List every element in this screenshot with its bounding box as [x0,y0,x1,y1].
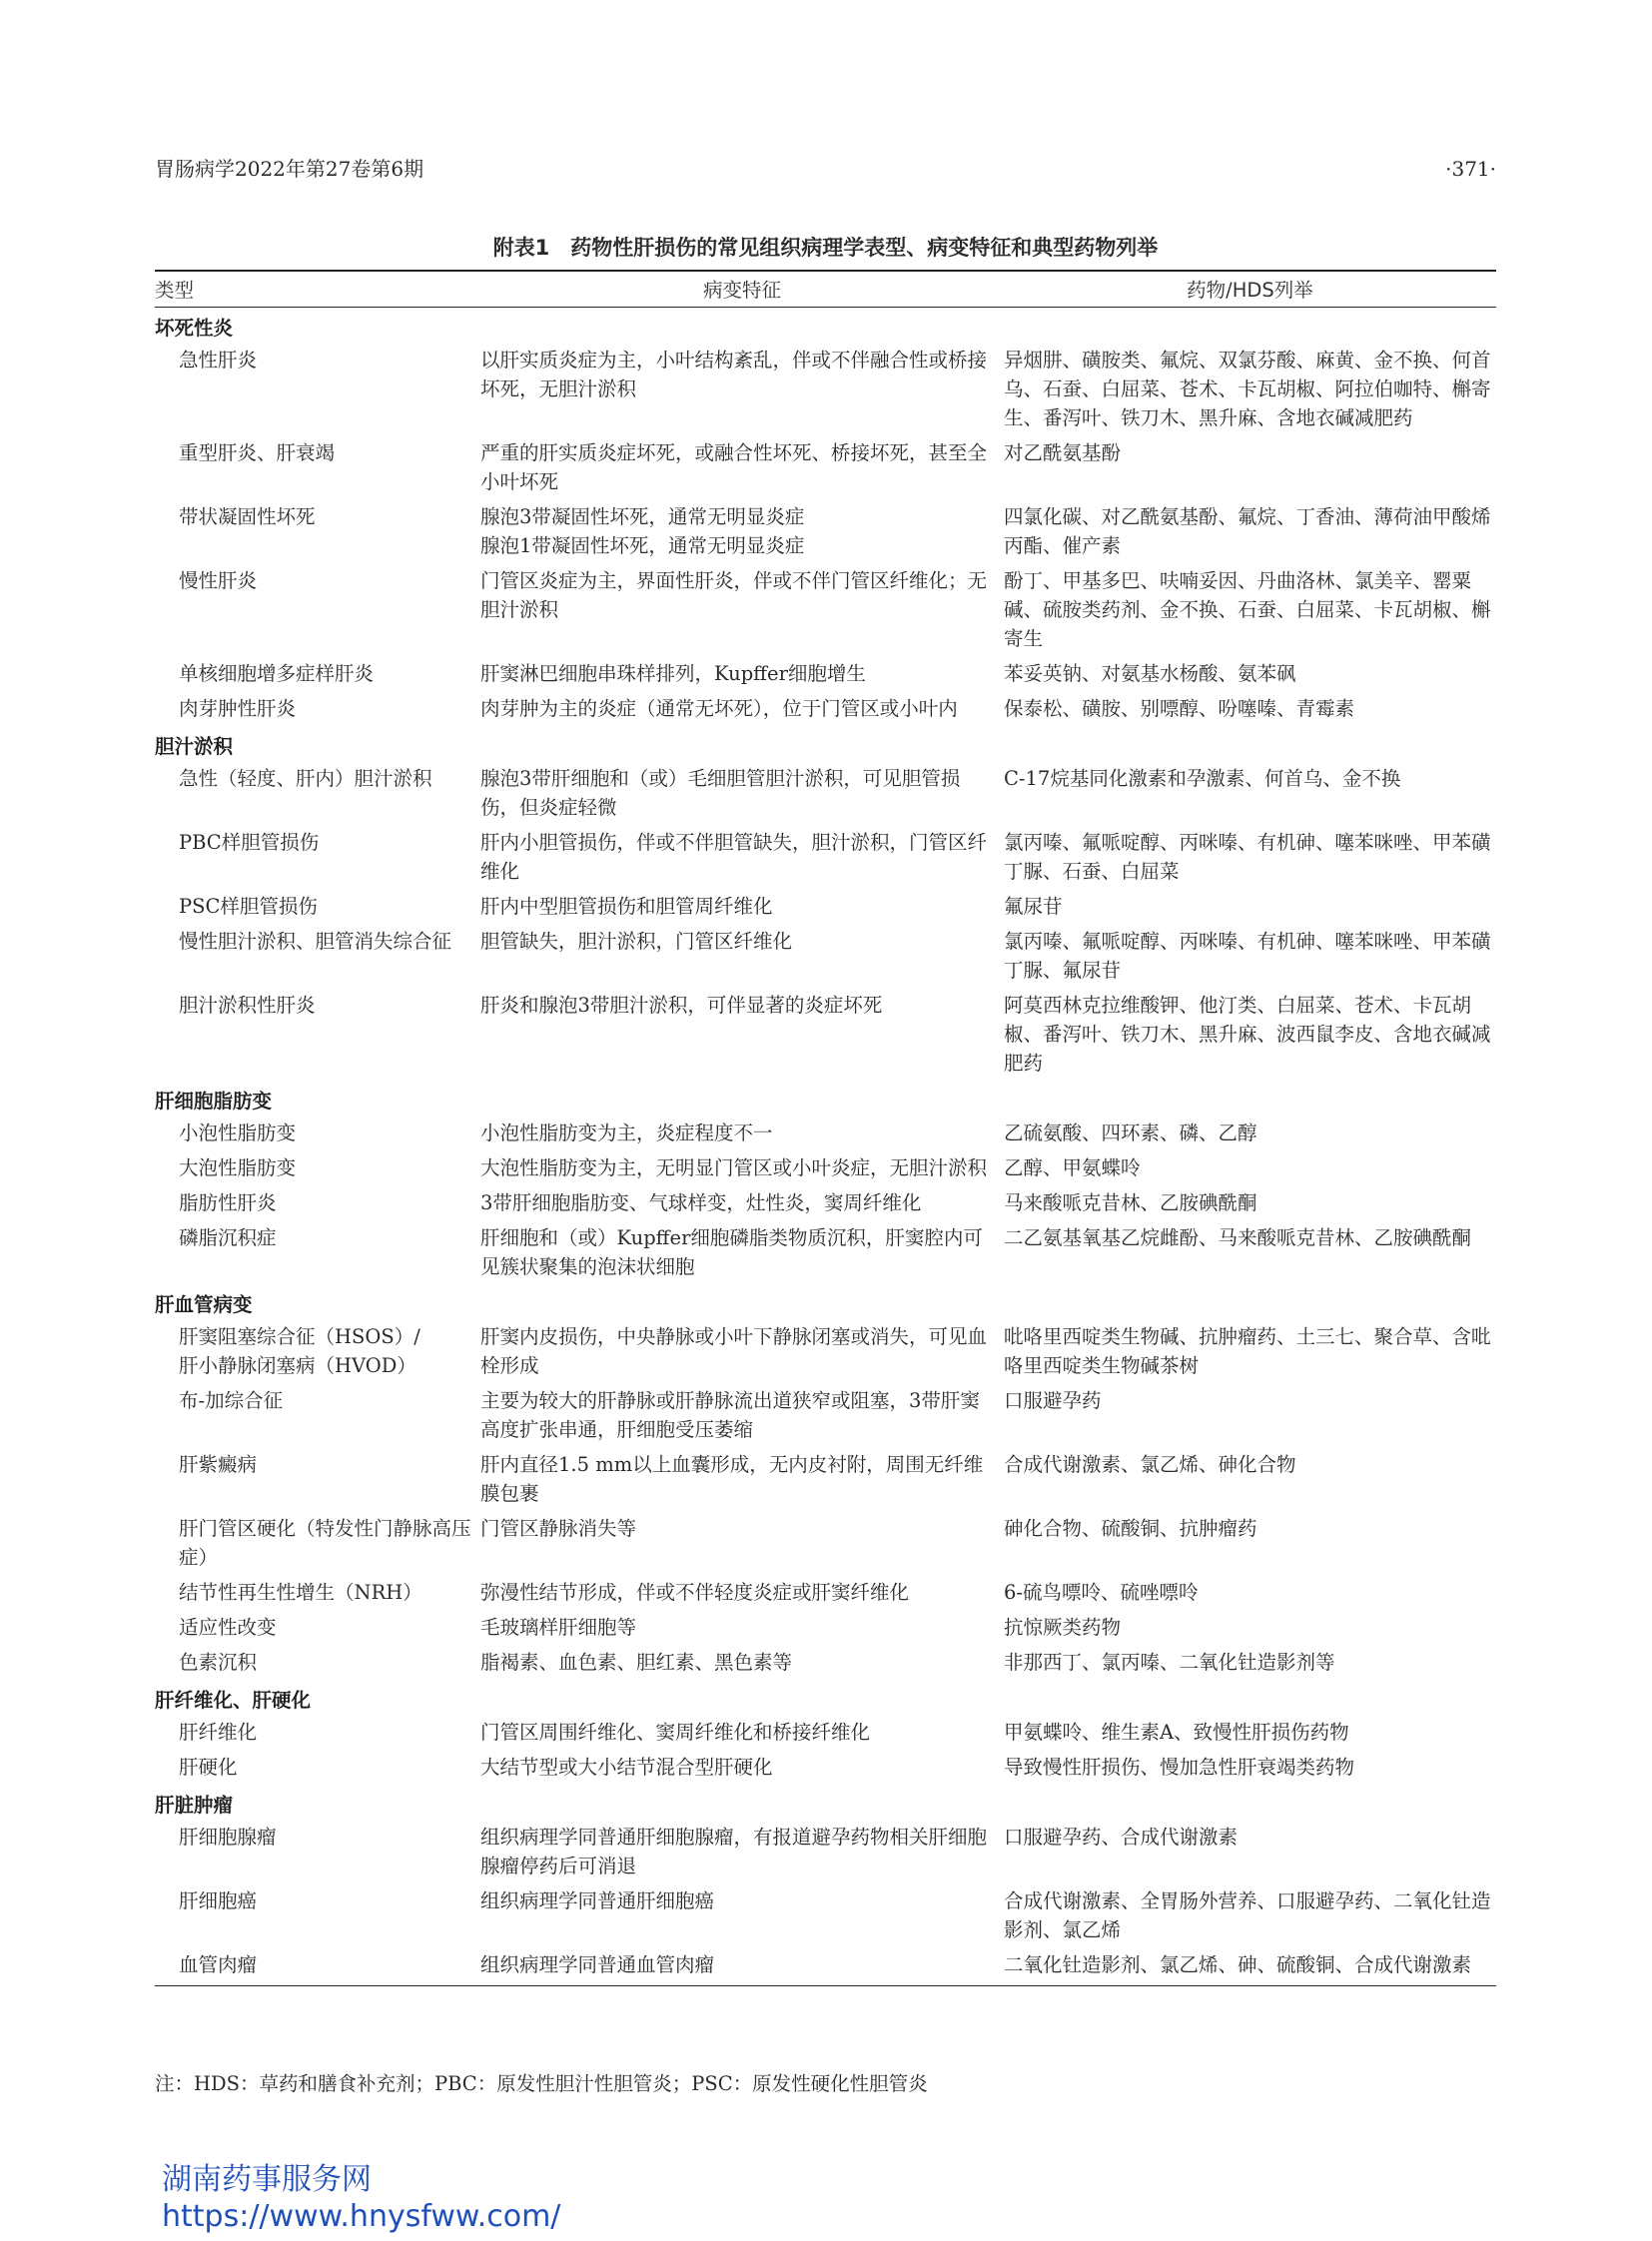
category-label: 肝血管病变 [155,1293,253,1316]
category-label: 肝脏肿瘤 [155,1794,234,1817]
table-row [155,499,1496,563]
drugs-cell: 吡咯里西啶类生物碱、抗肿瘤药、土三七、聚合草、含吡咯里西啶类生物碱茶树 [1004,1325,1491,1377]
feature-cell: 小泡性脂肪变为主，炎症程度不一 [480,1121,773,1144]
type-cell: 肝窦阻塞综合征（HSOS）/ 肝小静脉闭塞病（HVOD） [179,1325,420,1377]
type-cell: 肝门管区硬化（特发性门静脉高压症） [179,1517,471,1569]
table-row [155,1150,1496,1185]
drugs-cell: 砷化合物、硫酸铜、抗肿瘤药 [1004,1517,1257,1540]
feature-cell: 腺泡3带肝细胞和（或）毛细胆管胆汁淤积，可见胆管损伤，但炎症轻微 [480,767,961,819]
type-cell: PSC样胆管损伤 [179,895,318,918]
watermark-url[interactable]: https://www.hnysfww.com/ [162,2199,561,2234]
table-row [155,1820,1496,1883]
feature-cell: 大结节型或大小结节混合型肝硬化 [480,1756,773,1779]
drugs-cell: 合成代谢激素、氯乙烯、砷化合物 [1004,1453,1296,1476]
type-cell: 结节性再生性增生（NRH） [179,1581,422,1604]
category-label: 肝纤维化、肝硬化 [155,1689,312,1712]
category-row [155,1081,1496,1116]
category-label: 肝细胞脂肪变 [155,1090,273,1113]
feature-cell: 肝窦淋巴细胞串珠样排列，Kupffer细胞增生 [480,662,866,685]
table-row [155,435,1496,499]
type-cell: 肝硬化 [179,1756,238,1779]
drugs-cell: 口服避孕药、合成代谢激素 [1004,1826,1239,1849]
table-row [155,1715,1496,1750]
table-row [155,1511,1496,1575]
feature-cell: 以肝实质炎症为主，小叶结构紊乱，伴或不伴融合性或桥接坏死，无胆汁淤积 [480,349,988,400]
table-row [155,691,1496,726]
column-header-feature: 病变特征 [480,271,1004,308]
feature-cell: 3带肝细胞脂肪变、气球样变，灶性炎，窦周纤维化 [480,1191,922,1214]
feature-cell: 肝内小胆管损伤，伴或不伴胆管缺失，胆汁淤积，门管区纤维化 [480,831,988,883]
drugs-cell: 乙醇、甲氨蝶呤 [1004,1156,1141,1179]
drugs-cell: 氟尿苷 [1004,895,1063,918]
type-cell: 慢性肝炎 [179,569,258,592]
feature-cell: 组织病理学同普通肝细胞腺瘤，有报道避孕药物相关肝细胞腺瘤停药后可消退 [480,1826,988,1877]
type-cell: 脂肪性肝炎 [179,1191,277,1214]
drugs-cell: 二氧化钍造影剂、氯乙烯、砷、硫酸铜、合成代谢激素 [1004,1947,1496,1986]
table-row [155,1947,1496,1986]
type-cell: 肝细胞癌 [179,1889,258,1912]
table-row [155,656,1496,691]
type-cell: 大泡性脂肪变 [179,1156,297,1179]
category-row [155,726,1496,761]
feature-cell: 门管区炎症为主，界面性肝炎，伴或不伴门管区纤维化；无胆汁淤积 [480,569,988,621]
type-cell: 肝细胞腺瘤 [179,1826,277,1849]
page-number: ·371· [1445,157,1496,181]
type-cell: 胆汁淤积性肝炎 [179,994,316,1017]
drugs-cell: 阿莫西林克拉维酸钾、他汀类、白屈菜、苍术、卡瓦胡椒、番泻叶、铁刀木、黑升麻、波西鼠李皮、含地衣碱减肥药 [1004,994,1491,1075]
journal-info: 胃肠病学2022年第27卷第6期 [155,157,424,181]
drugs-cell: 酚丁、甲基多巴、呋喃妥因、丹曲洛林、氯美辛、罂粟碱、硫胺类药剂、金不换、石蚕、白屈菜、卡瓦胡椒、槲寄生 [1004,569,1491,650]
feature-cell: 门管区静脉消失等 [480,1517,637,1540]
feature-cell: 主要为较大的肝静脉或肝静脉流出道狭窄或阻塞，3带肝窦高度扩张串通，肝细胞受压萎缩 [480,1389,980,1441]
feature-cell: 门管区周围纤维化、窦周纤维化和桥接纤维化 [480,1721,871,1744]
table-row [155,924,1496,988]
category-row [155,1284,1496,1319]
type-cell: 肝紫癜病 [179,1453,258,1476]
type-cell: 带状凝固性坏死 [179,505,316,528]
table-row [155,1319,1496,1383]
feature-cell: 弥漫性结节形成，伴或不伴轻度炎症或肝窦纤维化 [480,1581,910,1604]
feature-cell: 肝窦内皮损伤，中央静脉或小叶下静脉闭塞或消失，可见血栓形成 [480,1325,988,1377]
table-row [155,563,1496,656]
feature-cell: 组织病理学同普通肝细胞癌 [480,1889,715,1912]
drugs-cell: 异烟肼、磺胺类、氟烷、双氯芬酸、麻黄、金不换、何首乌、石蚕、白屈菜、苍术、卡瓦胡椒、阿拉伯咖特、槲寄生、番泻叶、铁刀木、黑升麻、含地衣碱减肥药 [1004,349,1491,429]
feature-cell: 严重的肝实质炎症坏死，或融合性坏死、桥接坏死，甚至全小叶坏死 [480,441,988,493]
drugs-cell: 氯丙嗪、氟哌啶醇、丙咪嗪、有机砷、噻苯咪唑、甲苯磺丁脲、石蚕、白屈菜 [1004,831,1491,883]
drugs-cell: C-17烷基同化激素和孕激素、何首乌、金不换 [1004,767,1401,790]
table-row [155,1116,1496,1150]
table-row [155,889,1496,924]
drugs-cell: 苯妥英钠、对氨基水杨酸、氨苯砜 [1004,662,1296,685]
table-row [155,1575,1496,1610]
type-cell: 重型肝炎、肝衰竭 [179,441,336,464]
category-row [155,1680,1496,1715]
feature-cell: 脂褐素、血色素、胆红素、黑色素等 [480,1651,793,1674]
category-row [155,308,1496,344]
page-header [155,152,1496,186]
drugs-cell: 甲氨蝶呤、维生素A、致慢性肝损伤药物 [1004,1721,1349,1744]
feature-cell: 肝内直径1.5 mm以上血囊形成，无内皮衬附，周围无纤维膜包裹 [480,1453,984,1505]
drugs-cell: 合成代谢激素、全胃肠外营养、口服避孕药、二氧化钍造影剂、氯乙烯 [1004,1889,1491,1941]
category-label: 胆汁淤积 [155,735,234,758]
type-cell: 小泡性脂肪变 [179,1121,297,1144]
category-row [155,1785,1496,1820]
drugs-cell: 乙硫氨酸、四环素、磷、乙醇 [1004,1121,1257,1144]
column-header-type: 类型 [155,271,480,308]
table-row [155,1645,1496,1680]
table-row [155,761,1496,825]
table-row [155,1220,1496,1284]
table-row [155,1185,1496,1220]
watermark-site-name: 湖南药事服务网 [162,2162,372,2197]
feature-cell: 毛玻璃样肝细胞等 [480,1616,637,1639]
type-cell: 适应性改变 [179,1616,277,1639]
table-row [155,1447,1496,1511]
feature-cell: 大泡性脂肪变为主，无明显门管区或小叶炎症，无胆汁淤积 [480,1156,988,1179]
drugs-cell: 导致慢性肝损伤、慢加急性肝衰竭类药物 [1004,1756,1355,1779]
table-body [155,308,1496,1986]
type-cell: 单核细胞增多症样肝炎 [179,662,375,685]
drugs-cell: 保泰松、磺胺、别嘌醇、吩噻嗪、青霉素 [1004,697,1355,720]
pathology-table [155,270,1496,1986]
drugs-cell: 二乙氨基氧基乙烷雌酚、马来酸哌克昔林、乙胺碘酰酮 [1004,1226,1472,1249]
table-row [155,988,1496,1081]
drugs-cell: 对乙酰氨基酚 [1004,441,1122,464]
drugs-cell: 马来酸哌克昔林、乙胺碘酰酮 [1004,1191,1257,1214]
site-watermark [162,2161,560,2235]
drugs-cell: 四氯化碳、对乙酰氨基酚、氟烷、丁香油、薄荷油甲酸烯丙酯、催产素 [1004,505,1491,557]
feature-cell: 肝炎和腺泡3带胆汁淤积，可伴显著的炎症坏死 [480,994,883,1017]
drugs-cell: 口服避孕药 [1004,1389,1102,1412]
table-header-row [155,271,1496,308]
type-cell: 慢性胆汁淤积、胆管消失综合征 [179,930,452,953]
table-title: 附表1 药物性肝损伤的常见组织病理学表型、病变特征和典型药物列举 [492,236,1159,260]
type-cell: 磷脂沉积症 [179,1226,277,1249]
type-cell: 肝纤维化 [179,1721,258,1744]
drugs-cell: 氯丙嗪、氟哌啶醇、丙咪嗪、有机砷、噻苯咪唑、甲苯磺丁脲、氟尿苷 [1004,930,1491,982]
table-row [155,1383,1496,1447]
feature-cell: 肝细胞和（或）Kupffer细胞磷脂类物质沉积，肝窦腔内可见簇状聚集的泡沫状细胞 [480,1226,983,1278]
table-footnote: 注：HDS：草药和膳食补充剂；PBC：原发性胆汁性胆管炎；PSC：原发性硬化性胆管炎 [155,2072,928,2095]
type-cell: 肉芽肿性肝炎 [179,697,297,720]
table-row [155,1883,1496,1947]
feature-cell: 肝内中型胆管损伤和胆管周纤维化 [480,895,773,918]
table-row [155,825,1496,889]
column-header-drugs: 药物/HDS列举 [1004,271,1496,308]
feature-cell: 肉芽肿为主的炎症（通常无坏死），位于门管区或小叶内 [480,697,958,720]
drugs-cell: 6-硫鸟嘌呤、硫唑嘌呤 [1004,1581,1199,1604]
feature-cell: 腺泡3带凝固性坏死，通常无明显炎症 腺泡1带凝固性坏死，通常无明显炎症 [480,505,805,557]
category-label: 坏死性炎 [155,317,234,340]
type-cell: PBC样胆管损伤 [179,831,320,854]
drugs-cell: 非那西丁、氯丙嗪、二氧化钍造影剂等 [1004,1651,1335,1674]
table-row [155,343,1496,435]
type-cell: 血管肉瘤 [155,1947,480,1986]
type-cell: 急性（轻度、肝内）胆汁淤积 [179,767,432,790]
type-cell: 急性肝炎 [179,349,258,372]
table-row [155,1610,1496,1645]
feature-cell: 胆管缺失，胆汁淤积，门管区纤维化 [480,930,793,953]
drugs-cell: 抗惊厥类药物 [1004,1616,1122,1639]
feature-cell: 组织病理学同普通血管肉瘤 [480,1947,1004,1986]
type-cell: 布-加综合征 [179,1389,284,1412]
type-cell: 色素沉积 [179,1651,258,1674]
table-row [155,1750,1496,1785]
